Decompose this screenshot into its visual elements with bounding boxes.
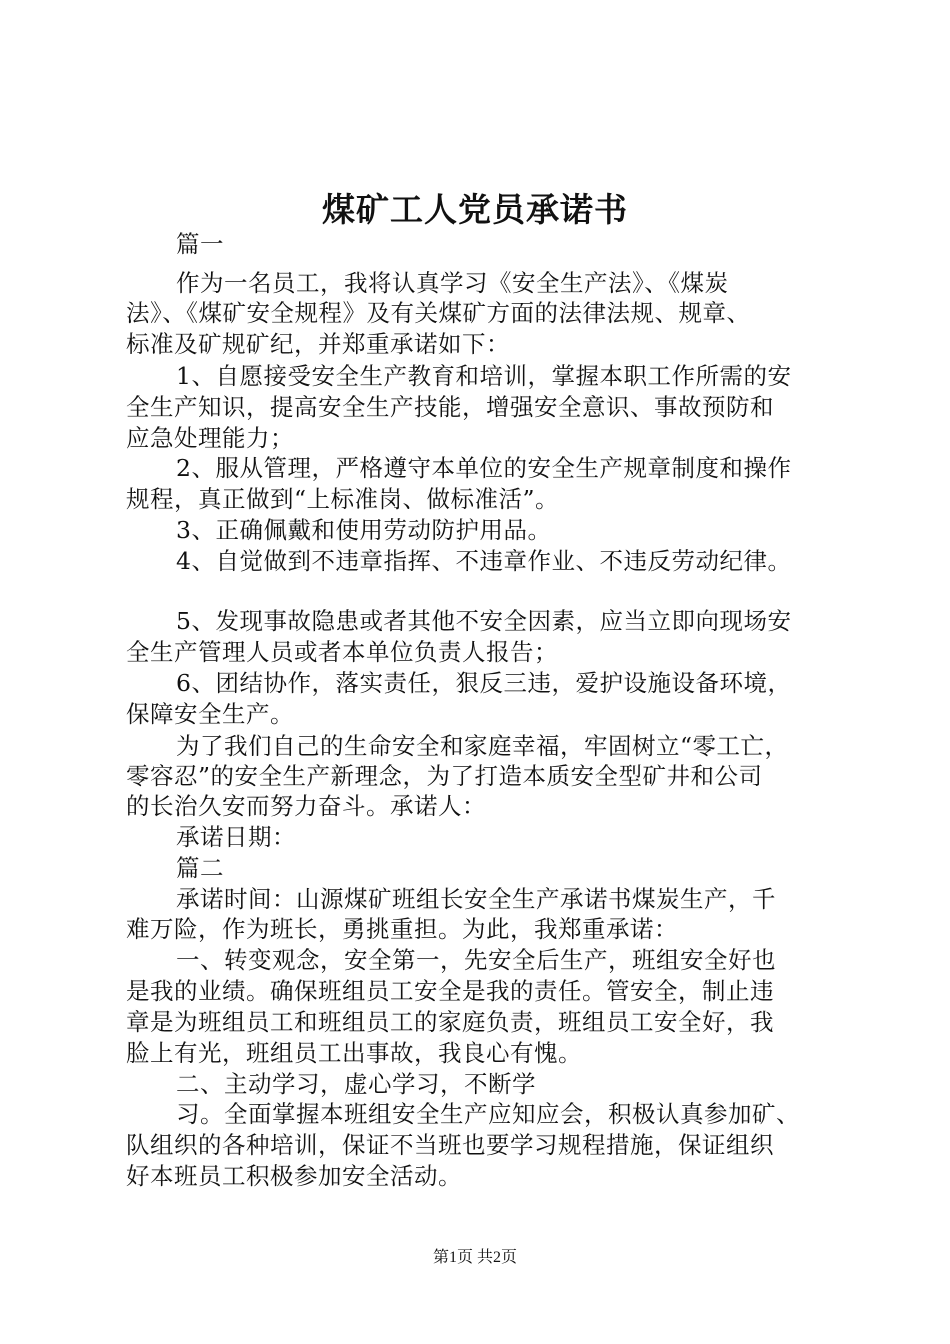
body-line: 承诺日期：: [176, 823, 296, 851]
body-line: 规程，真正做到“上标准岗、做标准活”。: [126, 485, 560, 513]
body-line: 2、服从管理，严格遵守本单位的安全生产规章制度和操作: [176, 454, 792, 482]
body-line: 承诺时间：山源煤矿班组长安全生产承诺书煤炭生产，千: [176, 885, 776, 913]
body-line: 作为一名员工，我将认真学习《安全生产法》、《煤炭: [176, 269, 729, 297]
body-line: 脸上有光，班组员工出事故，我良心有愧。: [126, 1039, 582, 1067]
body-line: 全生产知识，提高安全生产技能，增强安全意识、事故预防和: [126, 393, 774, 421]
body-line: 应急处理能力；: [126, 424, 294, 452]
body-line: 全生产管理人员或者本单位负责人报告；: [126, 638, 558, 666]
body-line: 是我的业绩。确保班组员工安全是我的责任。管安全，制止违: [126, 977, 774, 1005]
body-line: 一、转变观念，安全第一，先安全后生产，班组安全好也: [176, 946, 776, 974]
body-line: 的长治久安而努力奋斗。承诺人：: [126, 792, 486, 820]
body-line: 1、自愿接受安全生产教育和培训，掌握本职工作所需的安: [176, 362, 792, 390]
body-line: 标准及矿规矿纪，并郑重承诺如下：: [126, 330, 510, 358]
body-line: 5、发现事故隐患或者其他不安全因素，应当立即向现场安: [176, 607, 792, 635]
body-line: 难万险，作为班长，勇挑重担。为此，我郑重承诺：: [126, 915, 678, 943]
body-line: 3、正确佩戴和使用劳动防护用品。: [176, 516, 552, 544]
section-heading-2: 篇二: [176, 854, 224, 882]
body-line: 为了我们自己的生命安全和家庭幸福，牢固树立“零工亡，: [176, 732, 789, 760]
body-line: 二、主动学习，虚心学习，不断学: [176, 1070, 536, 1098]
body-line: 队组织的各种培训，保证不当班也要学习规程措施，保证组织: [126, 1131, 774, 1159]
body-line: 零容忍”的安全生产新理念，为了打造本质安全型矿井和公司: [126, 762, 763, 790]
section-heading-1: 篇一: [176, 230, 224, 258]
body-line: 法》、《煤矿安全规程》及有关煤矿方面的法律法规、规章、: [126, 299, 751, 327]
body-line: 好本班员工积极参加安全活动。: [126, 1162, 462, 1190]
body-line: 章是为班组员工和班组员工的家庭负责，班组员工安全好，我: [126, 1008, 774, 1036]
body-line: 6、团结协作，落实责任，狠反三违，爱护设施设备环境，: [176, 669, 792, 697]
body-line: 4、自觉做到不违章指挥、不违章作业、不违反劳动纪律。: [176, 547, 792, 575]
page-number: 第1页 共2页: [432, 1249, 517, 1266]
body-line: 保障安全生产。: [126, 700, 294, 728]
document-title: 煤矿工人党员承诺书: [322, 190, 628, 229]
body-line: 习。全面掌握本班组安全生产应知应会，积极认真参加矿、: [176, 1100, 800, 1128]
